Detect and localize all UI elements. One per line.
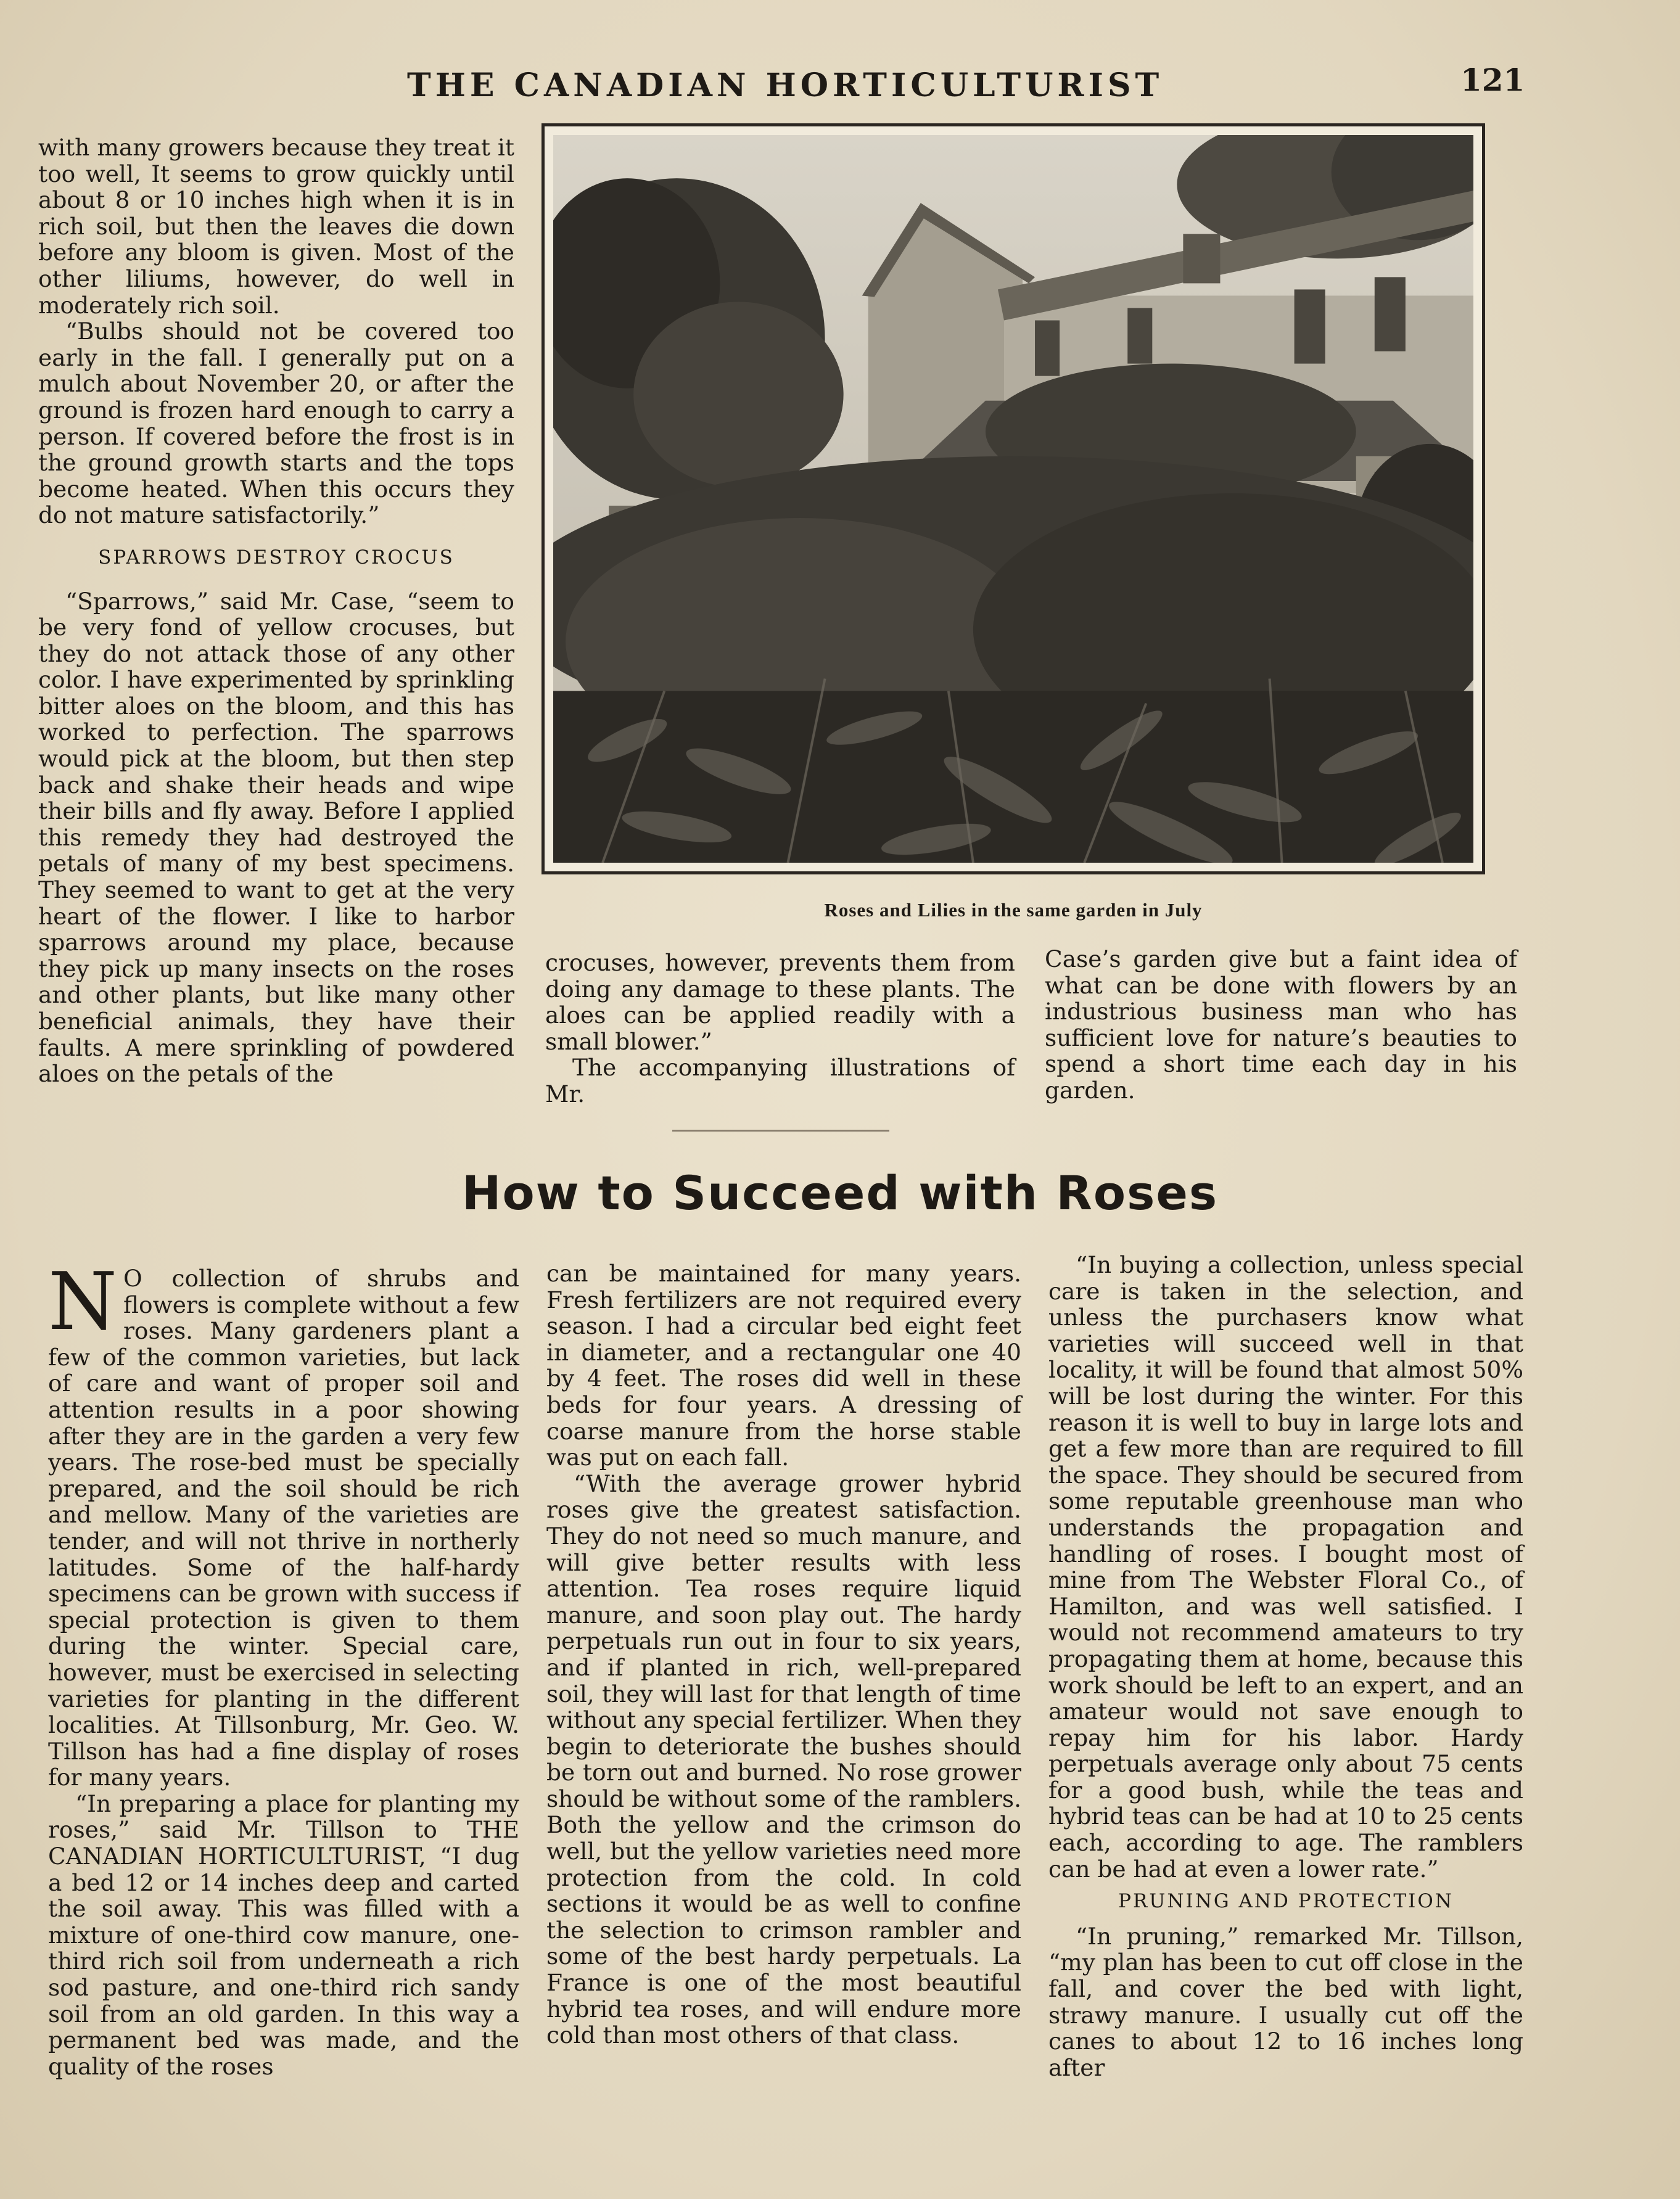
garden-photo-image	[553, 135, 1473, 863]
top-middle-column	[545, 950, 1015, 1108]
article-right-column	[1048, 1252, 1523, 2081]
paragraph: crocuses, however, prevents them from doing any damage to these plants. The aloes can be applied readily with a small blower.”	[545, 949, 1015, 1055]
paragraph: “With the average grower hybrid roses give the greatest satisfaction. They do not need so much manure, and will give better results with less attention. Tea roses require liquid manure, and soon play out. The hardy perpetuals run out in four to six years, and if planted in rich, well-prepared soil, they will last for that length of time without any special fertilizer. When they begin to deteriorate the bushes should be torn out and burned. No rose grower should be without some of the ramblers. Both the yellow and the crimson do well, but the yellow varieties need more protection from the cold. In cold sections it would be as well to confine the selection to crimson rambler and some of the best hardy perpetuals. La France is one of the most beautiful hybrid tea roses, and will endure more cold than most others of that class.	[546, 1469, 1021, 2049]
paragraph: The accompanying illustrations of Mr.	[545, 1054, 1015, 1108]
drop-cap: N	[48, 1256, 117, 1348]
paragraph: “In buying a collection, unless special care is taken in the selection, and unless the purchasers know what varieties will succeed well in that locality, it will be found that almost 50% will be lost during the winter. For this reason it is well to buy in large lots and get a few more than are required to fill the space. They should be secured from some reputable greenhouse man who understands the propagation and handling of roses. I bought most of mine from The Webster Floral Co., of Hamilton, and was well satisfied. I would not recommend amateurs to try propagating them at home, because this work should be left to an expert, and an amateur would not save enough to repay him for his labor. Hardy perpetuals average only about 75 cents for a good bush, while the teas and hybrid teas can be had at 10 to 25 cents each, according to age. The ramblers can be had at even a lower rate.”	[1048, 1251, 1523, 1883]
paragraph: can be maintained for many years. Fresh fertilizers are not required every season. I had a circular bed eight feet in diameter, and a rectangular one 40 by 4 feet. The roses did well in these beds for four years. A dressing of coarse manure from the horse stable was put on each fall.	[546, 1260, 1021, 1471]
paragraph: “In pruning,” remarked Mr. Tillson, “my plan has been to cut off close in the fall, and cover the bed with light, strawy manure. I usually cut off the canes to about 12 to 16 inches long after	[1048, 1922, 1523, 2081]
article-left-column	[48, 1256, 519, 2080]
top-left-column	[38, 134, 514, 1087]
garden-photograph	[541, 123, 1485, 874]
subheading: PRUNING AND PROTECTION	[1118, 1890, 1454, 1913]
paragraph: Case’s garden give but a faint idea of what can be done with flowers by an industrious business man who has sufficient love for nature’s beauties to spend a short time each day in his garden.	[1045, 945, 1517, 1104]
article-middle-column	[546, 1260, 1021, 2049]
top-right-column	[1045, 946, 1517, 1104]
paragraph: “In preparing a place for planting my roses,” said Mr. Tillson to THE CANADIAN HORTICULTURIST, “I dug a bed 12 or 14 inches deep and carted the soil away. This was filled with a mixture of one-third cow manure, one-third rich soil from underneath a rich sod pasture, and one-third rich sandy soil from an old garden. In this way a permanent bed was made, and the quality of the roses	[48, 1790, 519, 2080]
subheading: SPARROWS DESTROY CROCUS	[98, 546, 455, 569]
paragraph-text: O collection of shrubs and flowers is complete without a few roses. Many gardeners plant a few of the common varieties, but lack of care and want of proper soil and attention results in a poor showing after they are in the garden a very few years. The rose-bed must be specially prepared, and the soil should be rich and mellow. Many of the varieties are tender, and will not thrive in northerly latitudes. Some of the half-hardy specimens can be grown with success if special protection is given to them during the winter. Special care, however, must be exercised in selecting varieties for planting in the different localities. At Tillsonburg, Mr. Geo. W. Tillson has had a fine display of roses for many years.	[48, 1265, 519, 1791]
paragraph: “Sparrows,” said Mr. Case, “seem to be very fond of yellow crocuses, but they do not attack those of any other color. I have experimented by sprinkling bitter aloes on the bloom, and this has worked to perfection. The sparrows would pick at the bloom, but then step back and shake their heads and wipe their bills and fly away. Before I applied this remedy they had destroyed the petals of many of my best specimens. They seemed to want to get at the very heart of the flower. I like to harbor sparrows around my place, because they pick up many insects on the roses and other plants, but like many other beneficial animals, they have their faults. A mere sprinkling of powdered aloes on the petals of the	[38, 587, 514, 1088]
page-number: 121	[1460, 62, 1525, 98]
paragraph	[48, 1256, 519, 1791]
paragraph: “Bulbs should not be covered too early in the fall. I generally put on a mulch about November 20, or after the ground is frozen hard enough to carry a person. If covered before the frost is in the ground growth starts and the tops become heated. When this occurs they do not mature satisfactorily.”	[38, 318, 514, 529]
running-head	[0, 62, 1680, 111]
paragraph: with many growers because they treat it too well, It seems to grow quickly until about 8 or 10 inches high when it is in rich soil, but then the leaves die down before any bloom is given. Most of the other liliums, however, do well in moderately rich soil.	[38, 134, 514, 319]
photo-caption: Roses and Lilies in the same garden in July	[824, 899, 1203, 921]
article-title: How to Succeed with Roses	[461, 1165, 1219, 1220]
journal-title: THE CANADIAN HORTICULTURIST	[407, 67, 1164, 104]
section-divider	[672, 1130, 889, 1132]
